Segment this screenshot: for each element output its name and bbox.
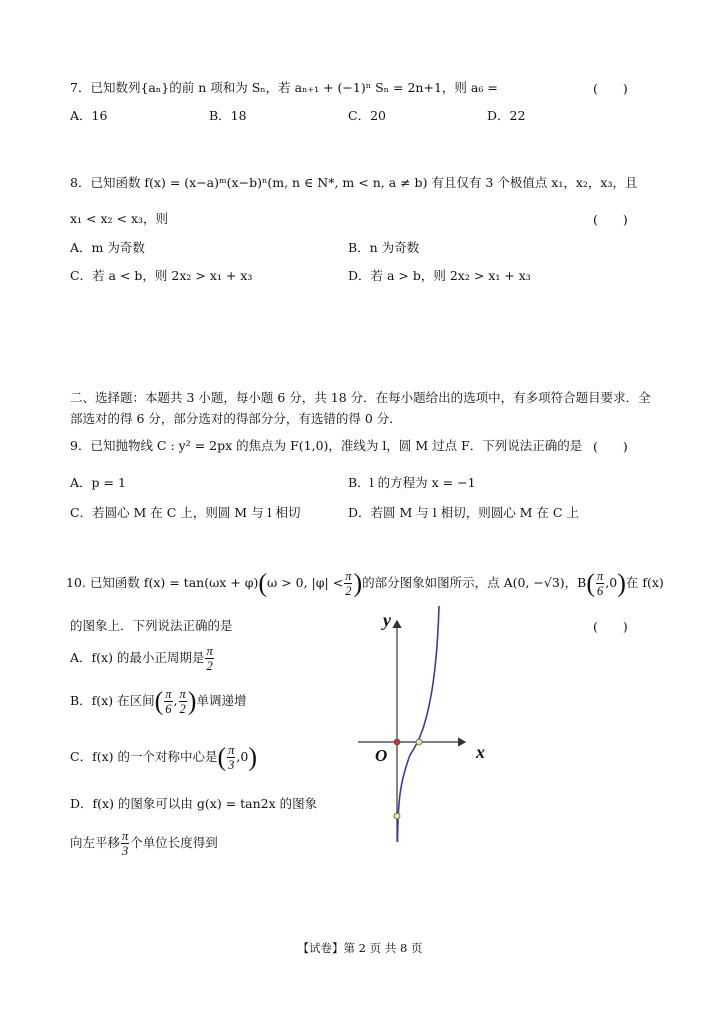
q9-option-b: B．l 的方程为 x = −1 bbox=[348, 475, 476, 490]
q10-option-b bbox=[70, 684, 246, 718]
q10-option-b-paren-close: ) bbox=[187, 686, 197, 716]
graph-tan-curve bbox=[398, 606, 440, 842]
q8-answer-paren: ( ) bbox=[593, 212, 628, 227]
q7-option-b: B．18 bbox=[209, 108, 247, 123]
q8-option-d: D．若 a > b，则 2x₂ > x₁ + x₃ bbox=[348, 268, 531, 283]
q9-option-c: C．若圆心 M 在 C 上，则圆 M 与 l 相切 bbox=[70, 505, 301, 520]
q10-stem-condition: ω > 0, |φ| < bbox=[267, 575, 344, 590]
q10-frac-pi-over-2: $\frac{\pi}{2}$ bbox=[345, 569, 352, 598]
q10-stem-line2: 的图象上．下列说法正确的是 bbox=[70, 618, 233, 633]
q10-option-d-text: 向左平移 bbox=[70, 835, 121, 850]
q7-option-a: A．16 bbox=[70, 108, 108, 123]
q7-option-c: C．20 bbox=[348, 108, 386, 123]
q10-option-b-tail: 单调递增 bbox=[196, 693, 247, 708]
graph-point-origin bbox=[394, 739, 400, 745]
q10-option-a bbox=[70, 641, 215, 675]
graph-y-label: y bbox=[383, 610, 391, 630]
page-footer: 【试卷】第 2 页 共 8 页 bbox=[297, 941, 423, 955]
q10-stem-points: 的部分图象如图所示，点 A(0, −√3)，B bbox=[362, 575, 587, 590]
q10-option-d-line1: D．f(x) 的图象可以由 g(x) = tan2x 的图象 bbox=[70, 796, 318, 811]
q10-option-c-text: C．f(x) 的一个对称中心是 bbox=[70, 749, 218, 764]
q10-stem-line1 bbox=[66, 568, 664, 598]
q8-stem-line2: x₁ < x₂ < x₃，则 bbox=[70, 211, 169, 226]
q10-option-b-paren-open: ( bbox=[154, 686, 164, 716]
graph-origin-label: O bbox=[375, 746, 388, 765]
q9-answer-paren: ( ) bbox=[593, 439, 628, 454]
q7-answer-paren: ( ) bbox=[593, 81, 628, 96]
q10-option-d-frac: $\frac{\pi}{3}$ bbox=[122, 829, 129, 858]
q10-answer-paren: ( ) bbox=[593, 619, 628, 634]
q10-option-d-line2 bbox=[70, 826, 218, 860]
q7-stem: 7．已知数列{aₙ}的前 n 项和为 Sₙ，若 aₙ₊₁ + (−1)ⁿ Sₙ = 2n+1，则 a₆ = bbox=[70, 80, 498, 95]
q10-frac-pi-over-6: $\frac{\pi}{6}$ bbox=[597, 569, 604, 598]
q10-option-c-frac: $\frac{\pi}{3}$ bbox=[228, 743, 235, 772]
q8-stem-line1: 8．已知函数 f(x) = (x−a)ᵐ(x−b)ⁿ(m, n ∈ N*, m < n, a ≠ b) 有且仅有 3 个极值点 x₁，x₂，x₃，且 bbox=[70, 175, 638, 190]
section2-instructions-line1: 二、选择题：本题共 3 小题，每小题 6 分，共 18 分．在每小题给出的选项中，有多项符合题目要求．全 bbox=[70, 390, 651, 405]
q10-stem-tail: 在 f(x) bbox=[625, 575, 664, 590]
q10-option-b-text: B．f(x) 在区间 bbox=[70, 693, 155, 708]
q10-stem-func: 10. 已知函数 f(x) = tan(ωx + φ) bbox=[66, 575, 259, 590]
q10-point-b-paren-open: ( bbox=[586, 568, 596, 598]
q10-big-paren-open: ( bbox=[258, 568, 268, 598]
graph-x-label: x bbox=[476, 742, 485, 762]
q9-option-d: D．若圆 M 与 l 相切，则圆心 M 在 C 上 bbox=[348, 505, 579, 520]
q8-option-b: B．n 为奇数 bbox=[348, 240, 420, 255]
q10-option-d-tail: 个单位长度得到 bbox=[130, 835, 218, 850]
q9-stem: 9．已知抛物线 C : y² = 2px 的焦点为 F(1,0)，准线为 l，圆 M 过点 F．下列说法正确的是 bbox=[70, 438, 583, 453]
q10-point-b-zero: ,0 bbox=[605, 575, 618, 590]
q10-option-c-paren-open: ( bbox=[217, 742, 227, 772]
section2-instructions-line2: 部选对的得 6 分，部分选对的得部分分，有选错的得 0 分． bbox=[70, 411, 402, 426]
q10-option-c bbox=[70, 740, 257, 774]
q9-option-a: A．p = 1 bbox=[70, 475, 126, 490]
q10-option-b-frac2: $\frac{\pi}{2}$ bbox=[179, 687, 186, 716]
q10-option-b-comma: , bbox=[173, 693, 178, 708]
q10-option-a-text: A．f(x) 的最小正周期是 bbox=[70, 650, 205, 665]
q10-option-c-paren-close: ) bbox=[248, 742, 258, 772]
q10-option-c-zero: ,0 bbox=[236, 749, 249, 764]
q10-option-b-frac1: $\frac{\pi}{6}$ bbox=[165, 687, 172, 716]
graph-point-b bbox=[416, 739, 422, 745]
graph-point-a bbox=[394, 813, 400, 819]
q10-option-a-frac: $\frac{\pi}{2}$ bbox=[206, 644, 213, 673]
q7-option-d: D．22 bbox=[487, 108, 526, 123]
q10-big-paren-close: ) bbox=[353, 568, 363, 598]
q8-option-a: A．m 为奇数 bbox=[70, 240, 145, 255]
q10-point-b-paren-close: ) bbox=[617, 568, 626, 598]
q8-option-c: C．若 a < b，则 2x₂ > x₁ + x₃ bbox=[70, 268, 253, 283]
